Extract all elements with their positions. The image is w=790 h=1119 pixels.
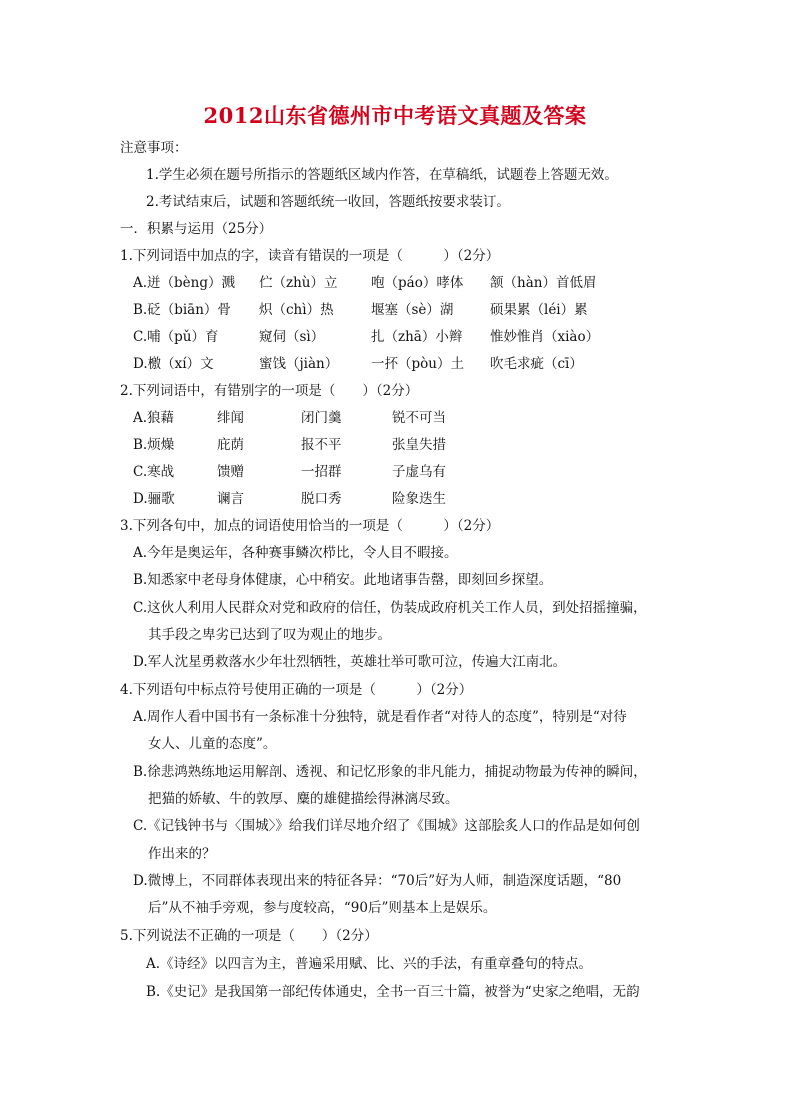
option-cell: 一抔（pòu）土 xyxy=(371,356,464,372)
question-3-option-b: B.知悉家中老母身体健康，心中稍安。此地诸事告罄，即刻回乡探望。 xyxy=(133,572,553,588)
option-cell: 报不平 xyxy=(301,437,342,453)
question-3-stem: 3.下列各句中，加点的词语使用恰当的一项是（ ）（2分） xyxy=(120,518,500,534)
option-cell: 吹毛求疵（cī） xyxy=(490,356,583,372)
option-cell: A.狼藉 xyxy=(133,410,175,426)
question-4-option-a: A.周作人看中国书有一条标准十分独特，就是看作者“对待人的态度”，特别是“对待 xyxy=(133,709,627,725)
option-cell: 炽（chì）热 xyxy=(259,302,334,318)
question-4-option-c: C.《记钱钟书与〈围城〉》给我们详尽地介绍了《围城》这部脍炙人口的作品是如何创 xyxy=(133,818,640,834)
notice-item-1: 1.学生必须在题号所指示的答题纸区域内作答，在草稿纸，试题卷上答题无效。 xyxy=(146,167,618,183)
notice-heading: 注意事项： xyxy=(120,140,188,156)
option-cell: C.哺（pǔ）育 xyxy=(133,329,219,345)
question-4-option-c-cont: 作出来的？ xyxy=(148,846,216,862)
option-cell: D.骊歌 xyxy=(133,491,175,507)
option-cell: 扎（zhā）小辫 xyxy=(371,329,463,345)
question-3-option-c-cont: 其手段之卑劣已达到了叹为观止的地步。 xyxy=(148,627,391,643)
question-3-option-c: C.这伙人利用人民群众对党和政府的信任，伪装成政府机关工作人员，到处招摇撞骗， xyxy=(133,600,647,616)
question-1-stem: 1.下列词语中加点的字，读音有错误的一项是（ ）（2分） xyxy=(120,248,500,264)
option-cell: 谰言 xyxy=(217,491,244,507)
option-cell: 锐不可当 xyxy=(392,410,446,426)
question-4-option-b: B.徐悲鸿熟练地运用解剖、透视、和记忆形象的非凡能力，捕捉动物最为传神的瞬间， xyxy=(133,764,647,780)
question-4-option-d-cont: 后”从不袖手旁观，参与度较高，“90后”则基本上是娱乐。 xyxy=(148,900,497,916)
question-5-stem: 5.下列说法不正确的一项是（ ）（2分） xyxy=(120,928,378,944)
question-5-option-a: A.《诗经》以四言为主，普遍采用赋、比、兴的手法，有重章叠句的特点。 xyxy=(146,956,593,972)
option-cell: D.檄（xí）文 xyxy=(133,356,214,372)
option-cell: 窥伺（sì） xyxy=(259,329,325,345)
option-cell: 绯闻 xyxy=(217,410,244,426)
option-cell: 脱口秀 xyxy=(301,491,342,507)
option-cell: 险象迭生 xyxy=(392,491,446,507)
section-heading: 一．积累与运用（25分） xyxy=(120,221,273,237)
option-cell: B.砭（biān）骨 xyxy=(133,302,231,318)
question-4-option-a-cont: 女人、儿童的态度”。 xyxy=(148,736,277,752)
option-cell: 堰塞（sè）湖 xyxy=(371,302,454,318)
question-3-option-a: A.今年是奥运年，各种赛事鳞次栉比，令人目不暇接。 xyxy=(133,545,458,561)
option-cell: B.烦燥 xyxy=(133,437,175,453)
question-4-stem: 4.下列语句中标点符号使用正确的一项是（ ）（2分） xyxy=(120,682,473,698)
option-cell: C.寒战 xyxy=(133,464,175,480)
option-cell: 硕果累（léi）累 xyxy=(490,302,588,318)
question-2-stem: 2.下列词语中，有错别字的一项是（ ）（2分） xyxy=(120,383,419,399)
option-cell: 庇荫 xyxy=(217,437,244,453)
option-cell: 惟妙惟肖（xiào） xyxy=(490,329,600,345)
option-cell: 一招群 xyxy=(301,464,342,480)
option-cell: 馈赠 xyxy=(217,464,244,480)
option-cell: 伫（zhù）立 xyxy=(259,275,338,291)
question-4-option-d: D.微博上，不同群体表现出来的特征各异：“70后”好为人师，制造深度话题，“80 xyxy=(133,873,622,889)
option-cell: A.迸（bèng）溅 xyxy=(133,275,236,291)
option-cell: 蜜饯（jiàn） xyxy=(259,356,339,372)
question-5-option-b: B.《史记》是我国第一部纪传体通史，全书一百三十篇，被誉为“史家之绝唱，无韵 xyxy=(146,984,640,1000)
option-cell: 子虚乌有 xyxy=(392,464,446,480)
document-title: 2012山东省德州市中考语文真题及答案 xyxy=(203,103,587,128)
option-cell: 张皇失措 xyxy=(392,437,446,453)
option-cell: 颔（hàn）首低眉 xyxy=(490,275,597,291)
option-cell: 咆（páo）哮体 xyxy=(371,275,464,291)
question-3-option-d: D.军人沈星勇救落水少年壮烈牺牲，英雄壮举可歌可泣，传遍大江南北。 xyxy=(133,654,567,670)
option-cell: 闭门羹 xyxy=(301,410,342,426)
notice-item-2: 2.考试结束后，试题和答题纸统一收回，答题纸按要求装订。 xyxy=(146,194,510,210)
question-4-option-b-cont: 把猫的娇敏、牛的敦厚、麋的雄健描绘得淋漓尽致。 xyxy=(148,791,459,807)
